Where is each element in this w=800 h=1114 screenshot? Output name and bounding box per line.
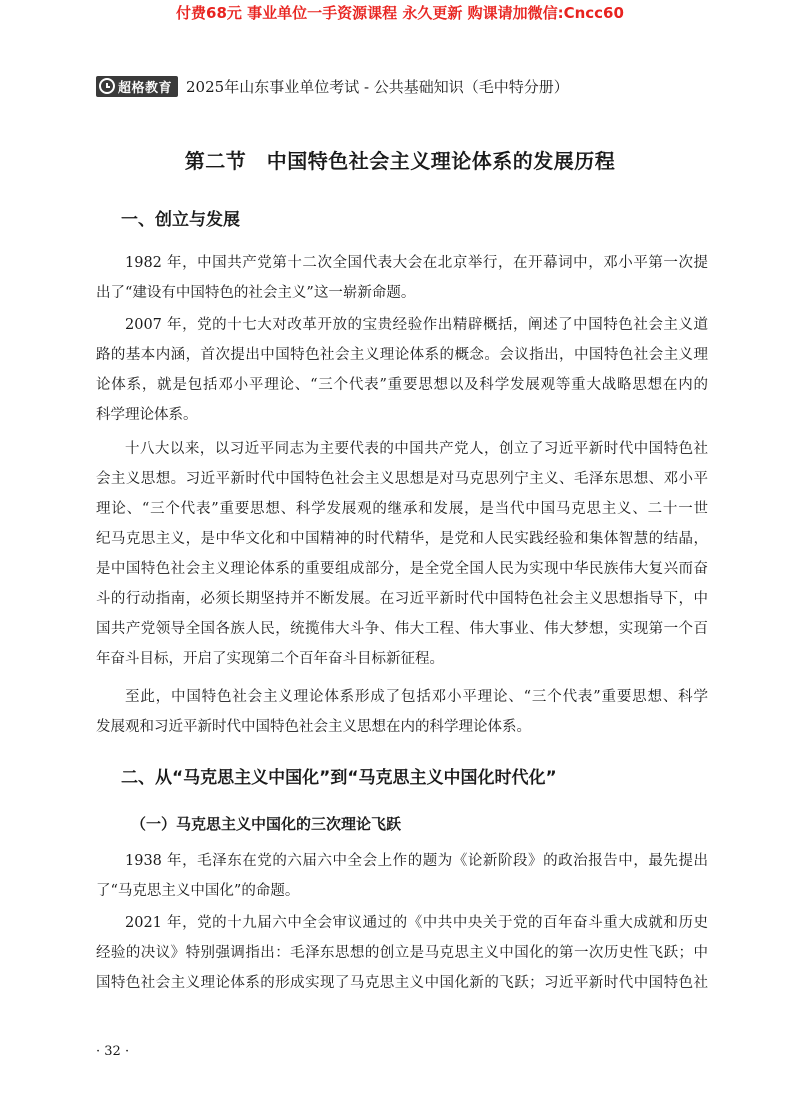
paragraph-18th-congress: [96, 434, 708, 674]
paragraph-1982: [96, 248, 708, 308]
text-line: 国共产党领导全国各族人民，统揽伟大斗争、伟大工程、伟大事业、伟大梦想，实现第一个百: [96, 621, 708, 637]
text-line: 1982 年，中国共产党第十二次全国代表大会在北京举行，在开幕词中，邓小平第一次提: [125, 255, 708, 271]
text-line: 年奋斗目标，开启了实现第二个百年奋斗目标新征程。: [96, 651, 444, 667]
text-line: 经验的决议》特别强调指出：毛泽东思想的创立是马克思主义中国化的第一次历史性飞跃；中: [96, 945, 708, 961]
heading-founding-and-development: 一、创立与发展: [121, 210, 240, 230]
text-line: 2021 年，党的十九届六中全会审议通过的《中共中央关于党的百年奋斗重大成就和历史: [125, 915, 708, 931]
page-number: · 32 ·: [96, 1044, 130, 1059]
text-line: 斗的行动指南，必须长期坚持并不断发展。在习近平新时代中国特色社会主义思想指导下，中: [96, 591, 708, 607]
text-line: 1938 年，毛泽东在党的六届六中全会上作的题为《论新阶段》的政治报告中，最先提出: [125, 853, 708, 869]
text-line: 至此，中国特色社会主义理论体系形成了包括邓小平理论、“三个代表”重要思想、科学: [125, 689, 708, 705]
promo-banner: 付费68元 事业单位一手资源课程 永久更新 购课请加微信:Cncc60: [176, 4, 624, 22]
text-line: 理论、“三个代表”重要思想、科学发展观的继承和发展，是当代中国马克思主义、二十一世: [96, 501, 708, 517]
text-line: 路的基本内涵，首次提出中国特色社会主义理论体系的概念。会议指出，中国特色社会主义理: [96, 347, 708, 363]
text-line: 发展观和习近平新时代中国特色社会主义思想在内的科学理论体系。: [96, 719, 531, 735]
text-line: 科学理论体系。: [96, 407, 198, 423]
brand-logo-icon: [99, 78, 115, 94]
book-title: 2025年山东事业单位考试 - 公共基础知识（毛中特分册）: [186, 77, 569, 96]
text-line: 出了“建设有中国特色的社会主义”这一崭新命题。: [96, 285, 416, 301]
paragraph-summary: [96, 682, 708, 742]
heading-sinicization: 二、从“马克思主义中国化”到“马克思主义中国化时代化”: [121, 768, 557, 788]
text-line: 论体系，就是包括邓小平理论、“三个代表”重要思想以及科学发展观等重大战略思想在内的: [96, 377, 708, 393]
page-header: [96, 75, 569, 97]
paragraph-2007: [96, 310, 708, 430]
text-line: 纪马克思主义，是中华文化和中国精神的时代精华，是党和人民实践经验和集体智慧的结晶，: [96, 531, 708, 547]
text-line: 十八大以来，以习近平同志为主要代表的中国共产党人，创立了习近平新时代中国特色社: [125, 441, 708, 457]
brand-logo-text: 超格教育: [118, 80, 173, 96]
heading-three-leaps: （一）马克思主义中国化的三次理论飞跃: [131, 815, 402, 833]
text-line: 2007 年，党的十七大对改革开放的宝贵经验作出精辟概括，阐述了中国特色社会主义道: [125, 317, 708, 333]
paragraph-2021: [96, 908, 708, 998]
text-line: 是中国特色社会主义理论体系的重要组成部分，是全党全国人民为实现中华民族伟大复兴而奋: [96, 561, 708, 577]
section-title: 第二节 中国特色社会主义理论体系的发展历程: [184, 149, 616, 173]
text-line: 国特色社会主义理论体系的形成实现了马克思主义中国化新的飞跃；习近平新时代中国特色社: [96, 975, 708, 991]
paragraph-1938: [96, 846, 708, 906]
brand-logo: [96, 76, 178, 97]
text-line: 了“马克思主义中国化”的命题。: [96, 883, 300, 899]
text-line: 会主义思想。习近平新时代中国特色社会主义思想是对马克思列宁主义、毛泽东思想、邓小平: [96, 471, 708, 487]
